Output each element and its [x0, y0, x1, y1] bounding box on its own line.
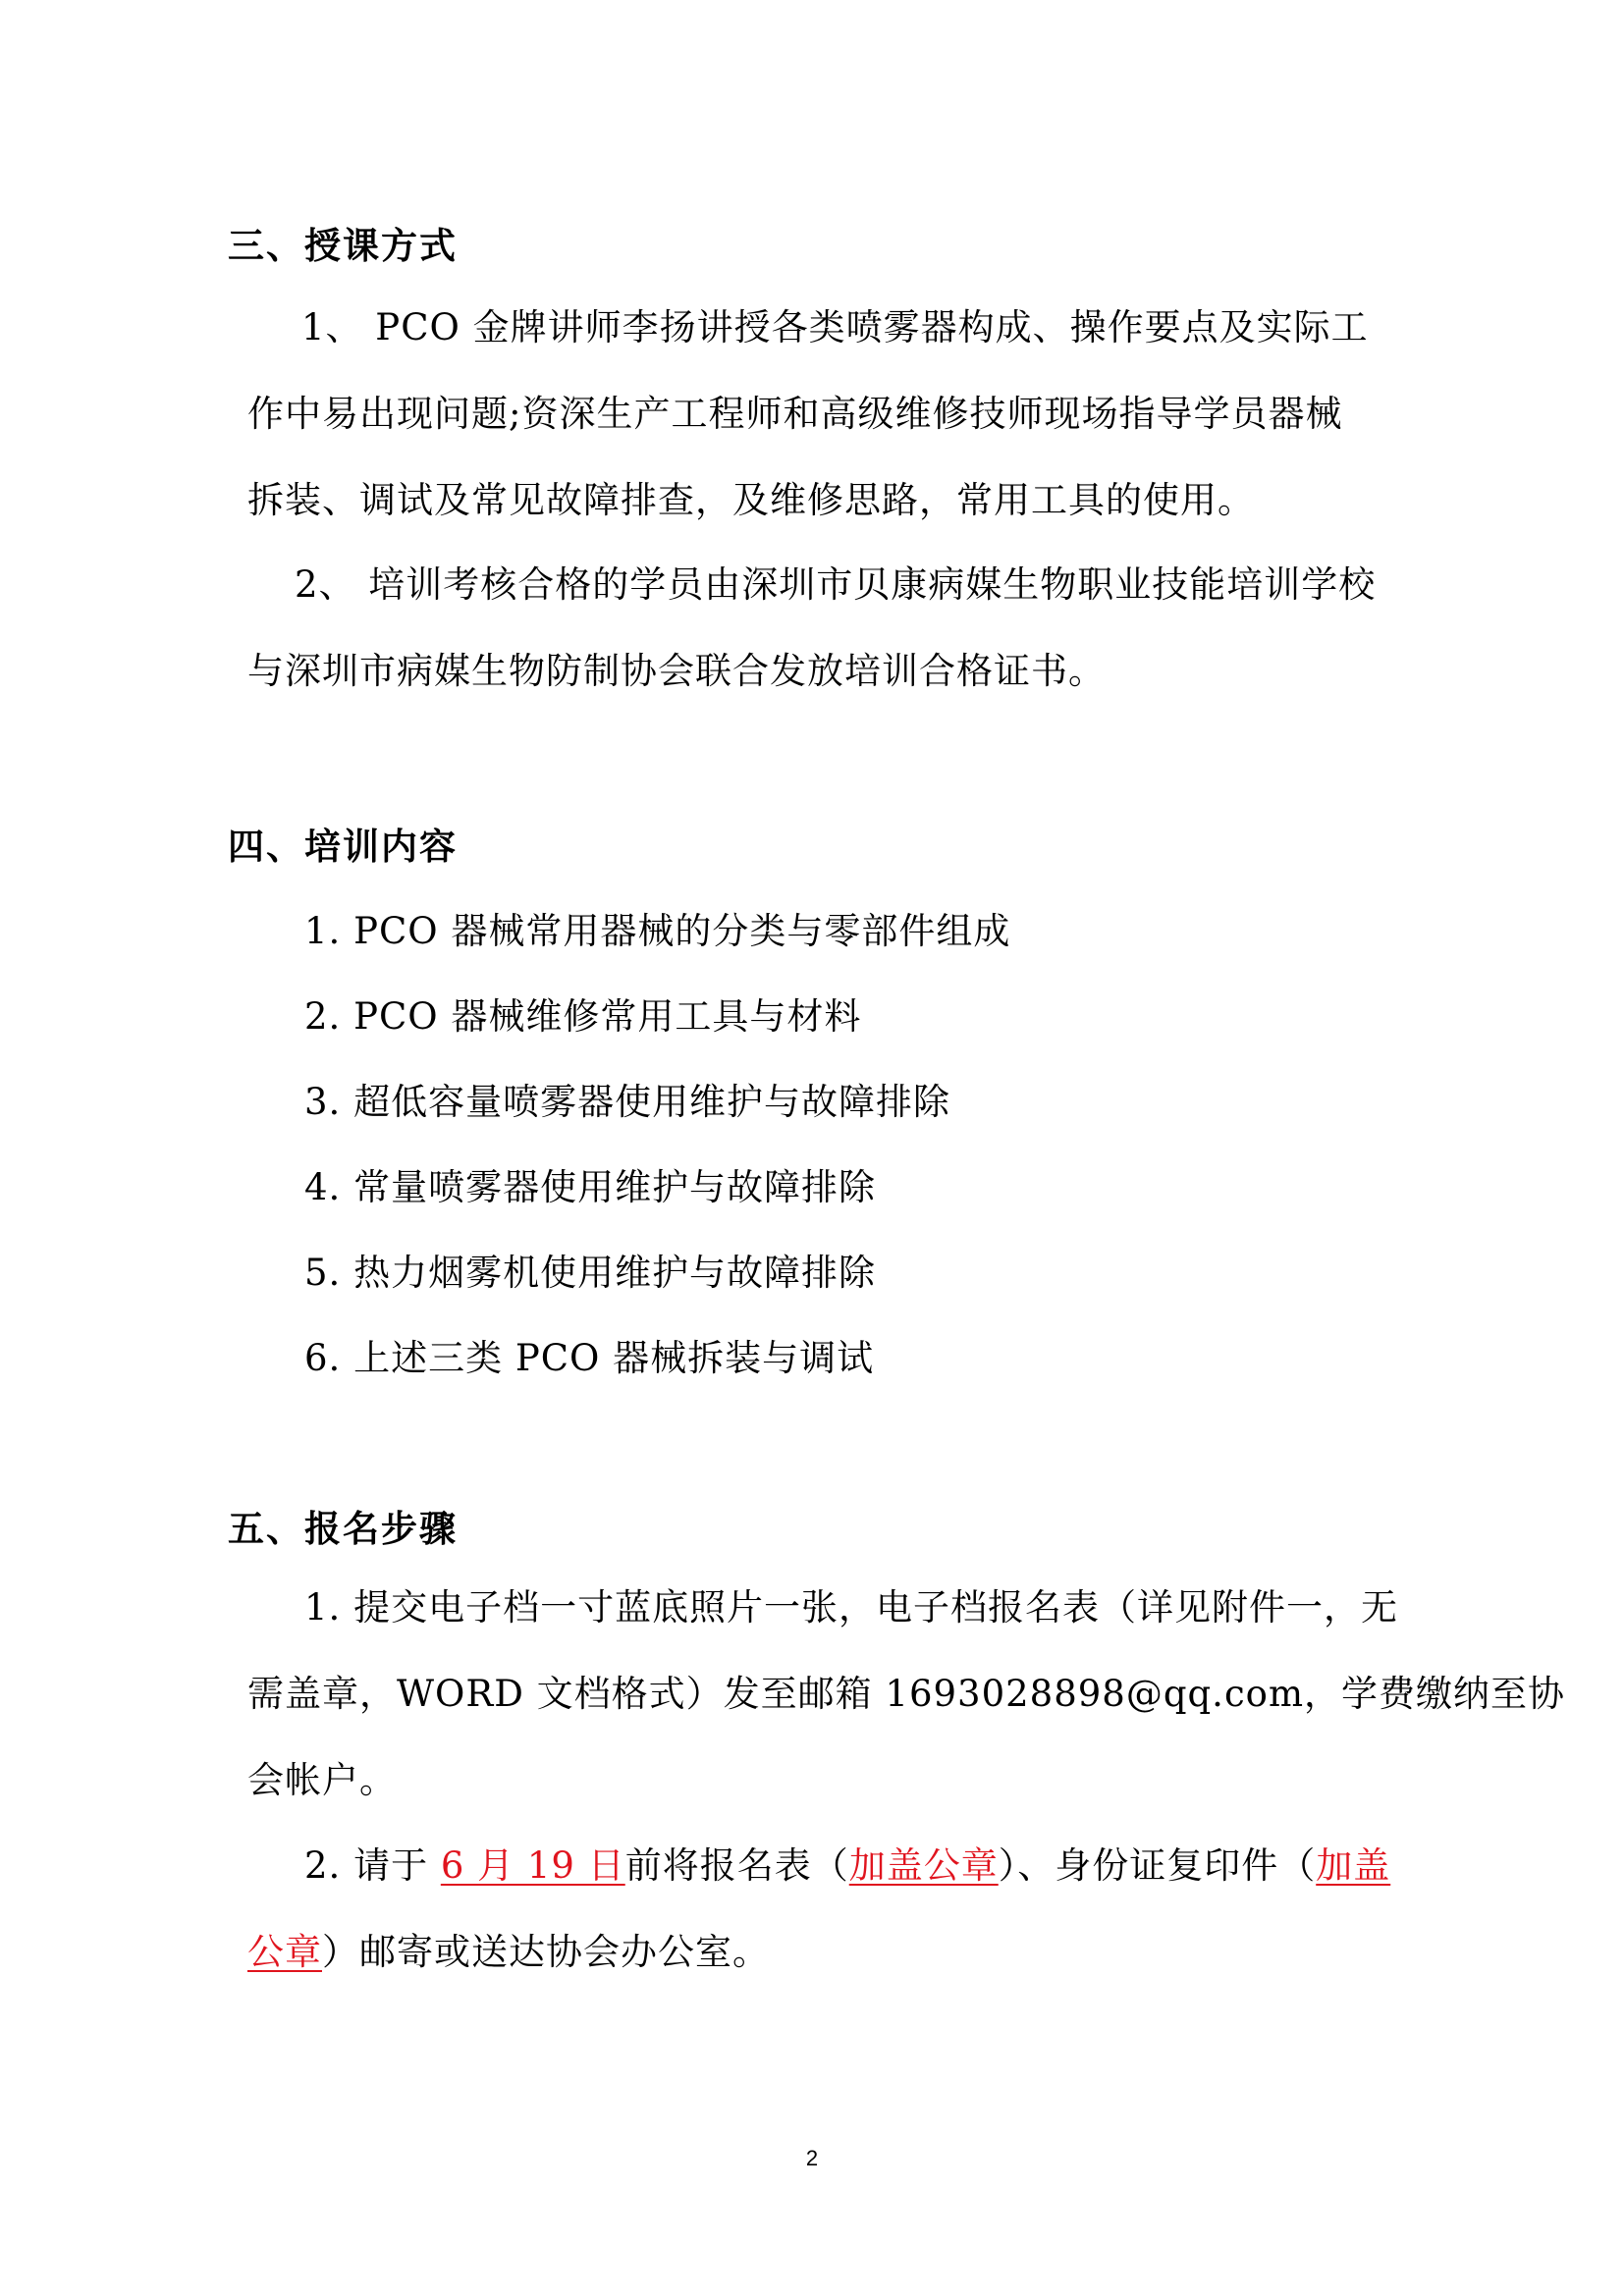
paragraph-line: 作中易出现问题;资深生产工程师和高级维修技师现场指导学员器械 [247, 393, 1343, 435]
paragraph-line: 会帐户。 [247, 1759, 397, 1801]
stamp-required-note: 加盖 [1316, 1844, 1391, 1887]
paragraph-line [247, 1823, 1426, 1909]
paragraph-text: PCO 金牌讲师李扬讲授各类喷雾器构成、操作要点及实际工 [362, 306, 1369, 348]
paragraph-text: ）、身份证复印件（ [998, 1844, 1317, 1887]
registration-paragraph-1 [247, 1565, 1566, 1824]
paragraph-line: 需盖章，WORD 文档格式）发至邮箱 1693028898@qq.com，学费缴纳至协 [247, 1673, 1566, 1715]
paragraph-line: 1. 提交电子档一寸蓝底照片一张，电子档报名表（详见附件一，无 [304, 1586, 1399, 1629]
paragraph-text: ）邮寄或送达协会办公室。 [322, 1931, 770, 1973]
paragraph-line: 与深圳市病媒生物防制协会联合发放培训合格证书。 [247, 650, 1106, 692]
section-heading-teaching-method: 三、授课方式 [228, 225, 458, 267]
list-item: 2. PCO 器械维修常用工具与材料 [304, 995, 862, 1038]
stamp-required-note: 公章 [247, 1931, 322, 1973]
paragraph-number: 2、 [295, 563, 356, 606]
list-item: 6. 上述三类 PCO 器械拆装与调试 [304, 1337, 875, 1379]
paragraph-line [247, 542, 1426, 628]
deadline-date: 6 月 19 日 [440, 1844, 625, 1887]
paragraph-line [247, 285, 1426, 371]
paragraph-text: 前将报名表（ [624, 1844, 849, 1887]
page-number: 2 [805, 2146, 819, 2170]
list-item: 3. 超低容量喷雾器使用维护与故障排除 [304, 1081, 951, 1123]
section-heading-registration-steps: 五、报名步骤 [228, 1508, 458, 1550]
paragraph-line: 拆装、调试及常见故障排查，及维修思路，常用工具的使用。 [247, 479, 1255, 521]
list-item: 1. PCO 器械常用器械的分类与零部件组成 [304, 910, 1011, 952]
list-item: 5. 热力烟雾机使用维护与故障排除 [304, 1252, 877, 1294]
paragraph-text: 培训考核合格的学员由深圳市贝康病媒生物职业技能培训学校 [355, 563, 1377, 606]
paragraph-number: 1、 [301, 306, 363, 348]
paragraph-line [247, 1909, 1426, 1996]
list-item: 4. 常量喷雾器使用维护与故障排除 [304, 1166, 877, 1208]
teaching-paragraph-2 [247, 542, 1426, 715]
paragraph-text: 2. 请于 [304, 1844, 441, 1887]
teaching-paragraph-1 [247, 285, 1426, 544]
stamp-required-note: 加盖公章 [848, 1844, 999, 1887]
section-heading-training-content: 四、培训内容 [228, 826, 458, 868]
registration-paragraph-2 [247, 1823, 1426, 1996]
